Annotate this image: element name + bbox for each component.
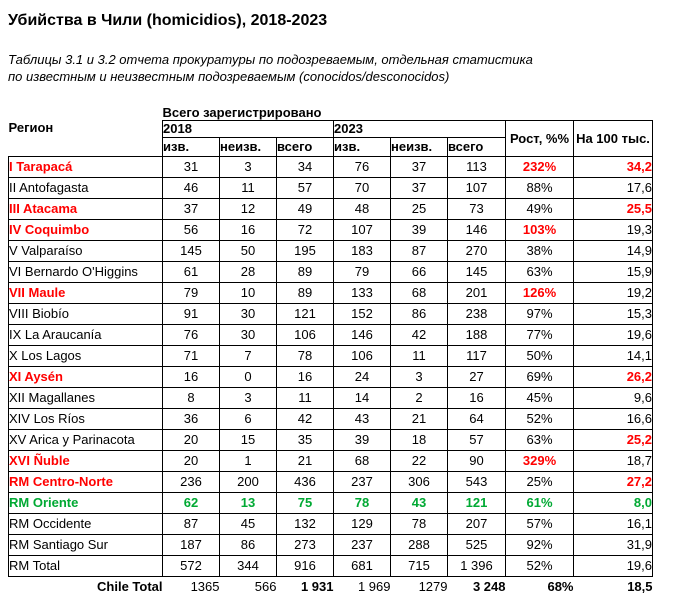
value-cell: 121 bbox=[277, 303, 334, 324]
region-cell: IV Coquimbo bbox=[9, 219, 163, 240]
growth-cell: 50% bbox=[506, 345, 574, 366]
region-cell: RM Centro-Norte bbox=[9, 471, 163, 492]
value-cell: 25 bbox=[391, 198, 448, 219]
value-cell: 71 bbox=[163, 345, 220, 366]
empty-cell bbox=[9, 103, 163, 120]
value-cell: 75 bbox=[277, 492, 334, 513]
growth-cell: 52% bbox=[506, 555, 574, 576]
table-row bbox=[9, 345, 653, 366]
value-cell: 70 bbox=[334, 177, 391, 198]
value-cell: 436 bbox=[277, 471, 334, 492]
table-row bbox=[9, 261, 653, 282]
registered-header: Всего зарегистрировано bbox=[162, 104, 322, 120]
value-cell: 16 bbox=[163, 366, 220, 387]
per100k-cell: 16,1 bbox=[574, 513, 653, 534]
value-cell: 344 bbox=[220, 555, 277, 576]
region-cell: RM Santiago Sur bbox=[9, 534, 163, 555]
table-row bbox=[9, 471, 653, 492]
value-cell: 37 bbox=[391, 177, 448, 198]
value-cell: 121 bbox=[448, 492, 506, 513]
table-row bbox=[9, 156, 653, 177]
table-row bbox=[9, 408, 653, 429]
value-cell: 188 bbox=[448, 324, 506, 345]
chile-total-value: 566 bbox=[254, 579, 277, 595]
value-cell: 35 bbox=[277, 429, 334, 450]
value-cell: 183 bbox=[334, 240, 391, 261]
value-cell: 21 bbox=[277, 450, 334, 471]
growth-cell: 52% bbox=[506, 408, 574, 429]
value-cell: 16 bbox=[220, 219, 277, 240]
per100k-cell: 15,3 bbox=[574, 303, 653, 324]
value-cell: 50 bbox=[220, 240, 277, 261]
value-cell: 14 bbox=[334, 387, 391, 408]
value-cell: 66 bbox=[391, 261, 448, 282]
region-cell: IX La Araucanía bbox=[9, 324, 163, 345]
per100k-cell: 26,2 bbox=[574, 366, 653, 387]
table-row bbox=[9, 324, 653, 345]
value-cell: 49 bbox=[277, 198, 334, 219]
homicides-table bbox=[8, 103, 653, 597]
per100k-cell: 17,6 bbox=[574, 177, 653, 198]
value-cell: 61 bbox=[163, 261, 220, 282]
per100k-cell: 14,1 bbox=[574, 345, 653, 366]
value-cell: 68 bbox=[334, 450, 391, 471]
value-cell: 89 bbox=[277, 282, 334, 303]
value-cell: 107 bbox=[334, 219, 391, 240]
value-cell: 39 bbox=[391, 219, 448, 240]
value-cell: 6 bbox=[220, 408, 277, 429]
total-2018-header: всего bbox=[277, 137, 334, 156]
value-cell: 1 396 bbox=[448, 555, 506, 576]
growth-cell: 126% bbox=[506, 282, 574, 303]
value-cell: 146 bbox=[334, 324, 391, 345]
value-cell: 146 bbox=[448, 219, 506, 240]
growth-cell: 77% bbox=[506, 324, 574, 345]
value-cell: 21 bbox=[391, 408, 448, 429]
table-row bbox=[9, 450, 653, 471]
value-cell: 78 bbox=[334, 492, 391, 513]
region-cell: RM Oriente bbox=[9, 492, 163, 513]
growth-cell: 69% bbox=[506, 366, 574, 387]
chile-total-label: Chile Total bbox=[97, 579, 163, 595]
value-cell: 1 bbox=[220, 450, 277, 471]
value-cell: 34 bbox=[277, 156, 334, 177]
value-cell: 43 bbox=[391, 492, 448, 513]
value-cell: 0 bbox=[220, 366, 277, 387]
region-cell: XIV Los Ríos bbox=[9, 408, 163, 429]
chile-total-growth: 68% bbox=[547, 579, 574, 595]
table-row bbox=[9, 177, 653, 198]
per100k-cell: 14,9 bbox=[574, 240, 653, 261]
value-cell: 87 bbox=[391, 240, 448, 261]
per100k-cell: 16,6 bbox=[574, 408, 653, 429]
value-cell: 11 bbox=[220, 177, 277, 198]
value-cell: 78 bbox=[277, 345, 334, 366]
value-cell: 237 bbox=[334, 534, 391, 555]
value-cell: 16 bbox=[448, 387, 506, 408]
total-2023-header: всего bbox=[448, 137, 506, 156]
value-cell: 27 bbox=[448, 366, 506, 387]
value-cell: 56 bbox=[163, 219, 220, 240]
super-header-row bbox=[9, 103, 653, 120]
value-cell: 525 bbox=[448, 534, 506, 555]
value-cell: 187 bbox=[163, 534, 220, 555]
value-cell: 89 bbox=[277, 261, 334, 282]
value-cell: 57 bbox=[277, 177, 334, 198]
value-cell: 715 bbox=[391, 555, 448, 576]
value-cell: 273 bbox=[277, 534, 334, 555]
chile-total-per100k: 18,5 bbox=[627, 579, 653, 595]
value-cell: 43 bbox=[334, 408, 391, 429]
value-cell: 39 bbox=[334, 429, 391, 450]
value-cell: 113 bbox=[448, 156, 506, 177]
region-cell: XVI Ñuble bbox=[9, 450, 163, 471]
value-cell: 132 bbox=[277, 513, 334, 534]
value-cell: 3 bbox=[220, 387, 277, 408]
value-cell: 106 bbox=[334, 345, 391, 366]
per100k-cell: 31,9 bbox=[574, 534, 653, 555]
value-cell: 86 bbox=[220, 534, 277, 555]
value-cell: 30 bbox=[220, 324, 277, 345]
table-row bbox=[9, 513, 653, 534]
value-cell: 3 bbox=[220, 156, 277, 177]
known-2018-header: изв. bbox=[163, 137, 220, 156]
value-cell: 31 bbox=[163, 156, 220, 177]
growth-cell: 49% bbox=[506, 198, 574, 219]
chile-total-value: 3 248 bbox=[472, 579, 506, 595]
value-cell: 20 bbox=[163, 429, 220, 450]
chile-total-value: 1279 bbox=[418, 579, 448, 595]
table-row bbox=[9, 534, 653, 555]
region-cell: III Atacama bbox=[9, 198, 163, 219]
growth-cell: 25% bbox=[506, 471, 574, 492]
value-cell: 48 bbox=[334, 198, 391, 219]
per100k-cell: 18,7 bbox=[574, 450, 653, 471]
value-cell: 62 bbox=[163, 492, 220, 513]
value-cell: 79 bbox=[163, 282, 220, 303]
year-2018-header: 2018 bbox=[163, 120, 334, 137]
value-cell: 30 bbox=[220, 303, 277, 324]
unknown-2023-header: неизв. bbox=[391, 137, 448, 156]
region-column-header: Регион bbox=[9, 120, 163, 156]
value-cell: 238 bbox=[448, 303, 506, 324]
value-cell: 90 bbox=[448, 450, 506, 471]
value-cell: 133 bbox=[334, 282, 391, 303]
per100k-cell: 34,2 bbox=[574, 156, 653, 177]
region-cell: VI Bernardo O'Higgins bbox=[9, 261, 163, 282]
value-cell: 45 bbox=[220, 513, 277, 534]
per100k-column-header: На 100 тыс. bbox=[574, 120, 653, 156]
value-cell: 22 bbox=[391, 450, 448, 471]
growth-cell: 63% bbox=[506, 429, 574, 450]
growth-column-header: Рост, %% bbox=[506, 120, 574, 156]
growth-cell: 97% bbox=[506, 303, 574, 324]
value-cell: 145 bbox=[448, 261, 506, 282]
per100k-cell: 19,2 bbox=[574, 282, 653, 303]
per100k-cell: 8,0 bbox=[574, 492, 653, 513]
chile-total-value: 1 969 bbox=[357, 579, 391, 595]
unknown-2018-header: неизв. bbox=[220, 137, 277, 156]
per100k-cell: 19,3 bbox=[574, 219, 653, 240]
table-body bbox=[9, 156, 653, 597]
growth-cell: 61% bbox=[506, 492, 574, 513]
value-cell: 288 bbox=[391, 534, 448, 555]
chile-total-value: 1365 bbox=[190, 579, 220, 595]
growth-cell: 329% bbox=[506, 450, 574, 471]
per100k-cell: 25,5 bbox=[574, 198, 653, 219]
value-cell: 68 bbox=[391, 282, 448, 303]
value-cell: 8 bbox=[163, 387, 220, 408]
value-cell: 12 bbox=[220, 198, 277, 219]
per100k-cell: 27,2 bbox=[574, 471, 653, 492]
value-cell: 57 bbox=[448, 429, 506, 450]
growth-cell: 57% bbox=[506, 513, 574, 534]
value-cell: 129 bbox=[334, 513, 391, 534]
value-cell: 195 bbox=[277, 240, 334, 261]
growth-cell: 88% bbox=[506, 177, 574, 198]
value-cell: 78 bbox=[391, 513, 448, 534]
per100k-cell: 25,2 bbox=[574, 429, 653, 450]
value-cell: 106 bbox=[277, 324, 334, 345]
growth-cell: 232% bbox=[506, 156, 574, 177]
table-row bbox=[9, 303, 653, 324]
value-cell: 2 bbox=[391, 387, 448, 408]
per100k-cell: 19,6 bbox=[574, 324, 653, 345]
value-cell: 24 bbox=[334, 366, 391, 387]
per100k-cell: 19,6 bbox=[574, 555, 653, 576]
value-cell: 11 bbox=[391, 345, 448, 366]
value-cell: 36 bbox=[163, 408, 220, 429]
region-cell: VIII Biobío bbox=[9, 303, 163, 324]
value-cell: 76 bbox=[334, 156, 391, 177]
value-cell: 16 bbox=[277, 366, 334, 387]
page-title: Убийства в Чили (homicidios), 2018-2023 bbox=[8, 12, 328, 29]
value-cell: 916 bbox=[277, 555, 334, 576]
value-cell: 15 bbox=[220, 429, 277, 450]
value-cell: 117 bbox=[448, 345, 506, 366]
known-2023-header: изв. bbox=[334, 137, 391, 156]
value-cell: 543 bbox=[448, 471, 506, 492]
subtitle bbox=[8, 51, 533, 85]
chile-total-value: 1 931 bbox=[300, 579, 334, 595]
value-cell: 28 bbox=[220, 261, 277, 282]
years-header-row bbox=[9, 120, 653, 137]
value-cell: 201 bbox=[448, 282, 506, 303]
chile-total-row bbox=[9, 576, 653, 597]
value-cell: 76 bbox=[163, 324, 220, 345]
value-cell: 236 bbox=[163, 471, 220, 492]
value-cell: 91 bbox=[163, 303, 220, 324]
table-row bbox=[9, 366, 653, 387]
value-cell: 3 bbox=[391, 366, 448, 387]
value-cell: 11 bbox=[277, 387, 334, 408]
value-cell: 681 bbox=[334, 555, 391, 576]
region-cell: I Tarapacá bbox=[9, 156, 163, 177]
value-cell: 87 bbox=[163, 513, 220, 534]
table-row bbox=[9, 219, 653, 240]
value-cell: 10 bbox=[220, 282, 277, 303]
growth-cell: 63% bbox=[506, 261, 574, 282]
per100k-cell: 15,9 bbox=[574, 261, 653, 282]
region-cell: II Antofagasta bbox=[9, 177, 163, 198]
value-cell: 200 bbox=[220, 471, 277, 492]
subtitle-line-1: Таблицы 3.1 и 3.2 отчета прокуратуры по подозреваемым, отдельная статистика bbox=[8, 52, 533, 67]
region-cell: VII Maule bbox=[9, 282, 163, 303]
table-row bbox=[9, 387, 653, 408]
value-cell: 145 bbox=[163, 240, 220, 261]
value-cell: 107 bbox=[448, 177, 506, 198]
table-row bbox=[9, 429, 653, 450]
table-row bbox=[9, 555, 653, 576]
table-row bbox=[9, 240, 653, 261]
value-cell: 37 bbox=[163, 198, 220, 219]
year-2023-header: 2023 bbox=[334, 120, 506, 137]
region-cell: RM Occidente bbox=[9, 513, 163, 534]
subtitle-line-2: по известным и неизвестным подозреваемым (conocidos/desconocidos) bbox=[8, 69, 450, 84]
table-row bbox=[9, 198, 653, 219]
region-cell: RM Total bbox=[9, 555, 163, 576]
growth-cell: 45% bbox=[506, 387, 574, 408]
value-cell: 73 bbox=[448, 198, 506, 219]
region-cell: X Los Lagos bbox=[9, 345, 163, 366]
per100k-cell: 9,6 bbox=[574, 387, 653, 408]
value-cell: 270 bbox=[448, 240, 506, 261]
empty-cell bbox=[506, 103, 653, 120]
growth-cell: 92% bbox=[506, 534, 574, 555]
value-cell: 18 bbox=[391, 429, 448, 450]
value-cell: 237 bbox=[334, 471, 391, 492]
value-cell: 306 bbox=[391, 471, 448, 492]
value-cell: 46 bbox=[163, 177, 220, 198]
value-cell: 42 bbox=[391, 324, 448, 345]
value-cell: 207 bbox=[448, 513, 506, 534]
value-cell: 86 bbox=[391, 303, 448, 324]
value-cell: 572 bbox=[163, 555, 220, 576]
table-row bbox=[9, 492, 653, 513]
value-cell: 7 bbox=[220, 345, 277, 366]
region-cell: XV Arica y Parinacota bbox=[9, 429, 163, 450]
growth-cell: 38% bbox=[506, 240, 574, 261]
region-cell: XII Magallanes bbox=[9, 387, 163, 408]
value-cell: 13 bbox=[220, 492, 277, 513]
growth-cell: 103% bbox=[506, 219, 574, 240]
value-cell: 37 bbox=[391, 156, 448, 177]
value-cell: 72 bbox=[277, 219, 334, 240]
region-cell: V Valparaíso bbox=[9, 240, 163, 261]
value-cell: 64 bbox=[448, 408, 506, 429]
table-row bbox=[9, 282, 653, 303]
value-cell: 152 bbox=[334, 303, 391, 324]
region-cell: XI Aysén bbox=[9, 366, 163, 387]
value-cell: 20 bbox=[163, 450, 220, 471]
value-cell: 79 bbox=[334, 261, 391, 282]
value-cell: 42 bbox=[277, 408, 334, 429]
